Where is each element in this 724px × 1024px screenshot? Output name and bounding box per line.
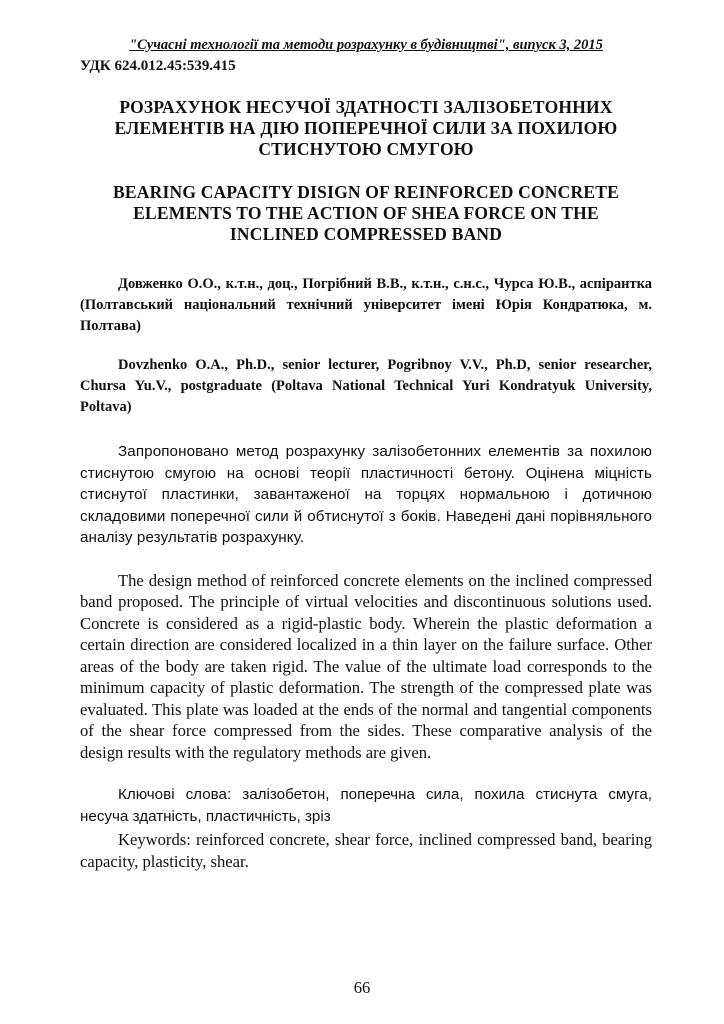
page-number: 66 (353, 978, 371, 997)
authors-ukrainian: Довженко О.О., к.т.н., доц., Погрібний В.В., к.т.н., с.н.с., Чурса Ю.В., аспірантка (Полтавський національний технічний університет імені Юрія Кондратюка, м. Полтава) (80, 276, 652, 334)
journal-header: "Сучасні технології та методи розрахунку в будівництві", випуск 3, 2015 (129, 37, 603, 53)
title-en-line: INCLINED COMPRESSED BAND (229, 224, 503, 244)
keywords-english: Keywords: reinforced concrete, shear force, inclined compressed band, bearing capacity, plasticity, shear. (80, 830, 652, 871)
abstract-ukrainian: Запропоновано метод розрахунку залізобетонних елементів за похилою стиснутою смугою на основі теорії пластичності бетону. Оцінена міцність стиснутої пластинки, завантаженої на торцях нормальною і дотичною складовими поперечної сили й обтиснутої з боків. Наведені дані порівняльного аналізу результатів розрахунку. (80, 443, 652, 546)
abstract-english: The design method of reinforced concrete elements on the inclined compressed band proposed. The principle of virtual velocities and discontinuous solutions used. Concrete is considered as a rigid-plastic body. Wherein the plastic deformation a certain direction are considered localized in a thin layer on the failure surface. Other areas of the body are taken rigid. The value of the ultimate load corresponds to the minimum capacity of plastic deformation. The strength of the compressed plate was evaluated. This plate was loaded at the ends of the normal and tangential components of the shear force compressed from the sides. These comparative analysis of the design results with the regulatory methods are given. (80, 570, 652, 762)
title-en-line: ELEMENTS TO THE ACTION OF SHEA FORCE ON THE (133, 203, 599, 223)
udc-code: УДК 624.012.45:539.415 (80, 58, 236, 74)
title-en-line: BEARING CAPACITY DISIGN OF REINFORCED CONCRETE (113, 182, 619, 202)
title-ua-line: СТИСНУТОЮ СМУГОЮ (258, 139, 474, 159)
authors-english: Dovzhenko O.A., Ph.D., senior lecturer, Pogribnoy V.V., Ph.D, senior researcher, Chursa Yu.V., postgraduate (Poltava National Technical Yuri Kondratyuk University, Poltava) (80, 357, 652, 415)
title-ua-line: РОЗРАХУНОК НЕСУЧОЇ ЗДАТНОСТІ ЗАЛІЗОБЕТОННИХ (119, 97, 613, 117)
title-ukrainian (80, 97, 652, 160)
keywords-ukrainian: Ключові слова: залізобетон, поперечна сила, похила стиснута смуга, несуча здатність, пластичність, зріз (80, 786, 652, 825)
paper-page (80, 36, 652, 872)
title-ua-line: ЕЛЕМЕНТІВ НА ДІЮ ПОПЕРЕЧНОЇ СИЛИ ЗА ПОХИЛОЮ (114, 118, 618, 138)
title-english (80, 182, 652, 245)
